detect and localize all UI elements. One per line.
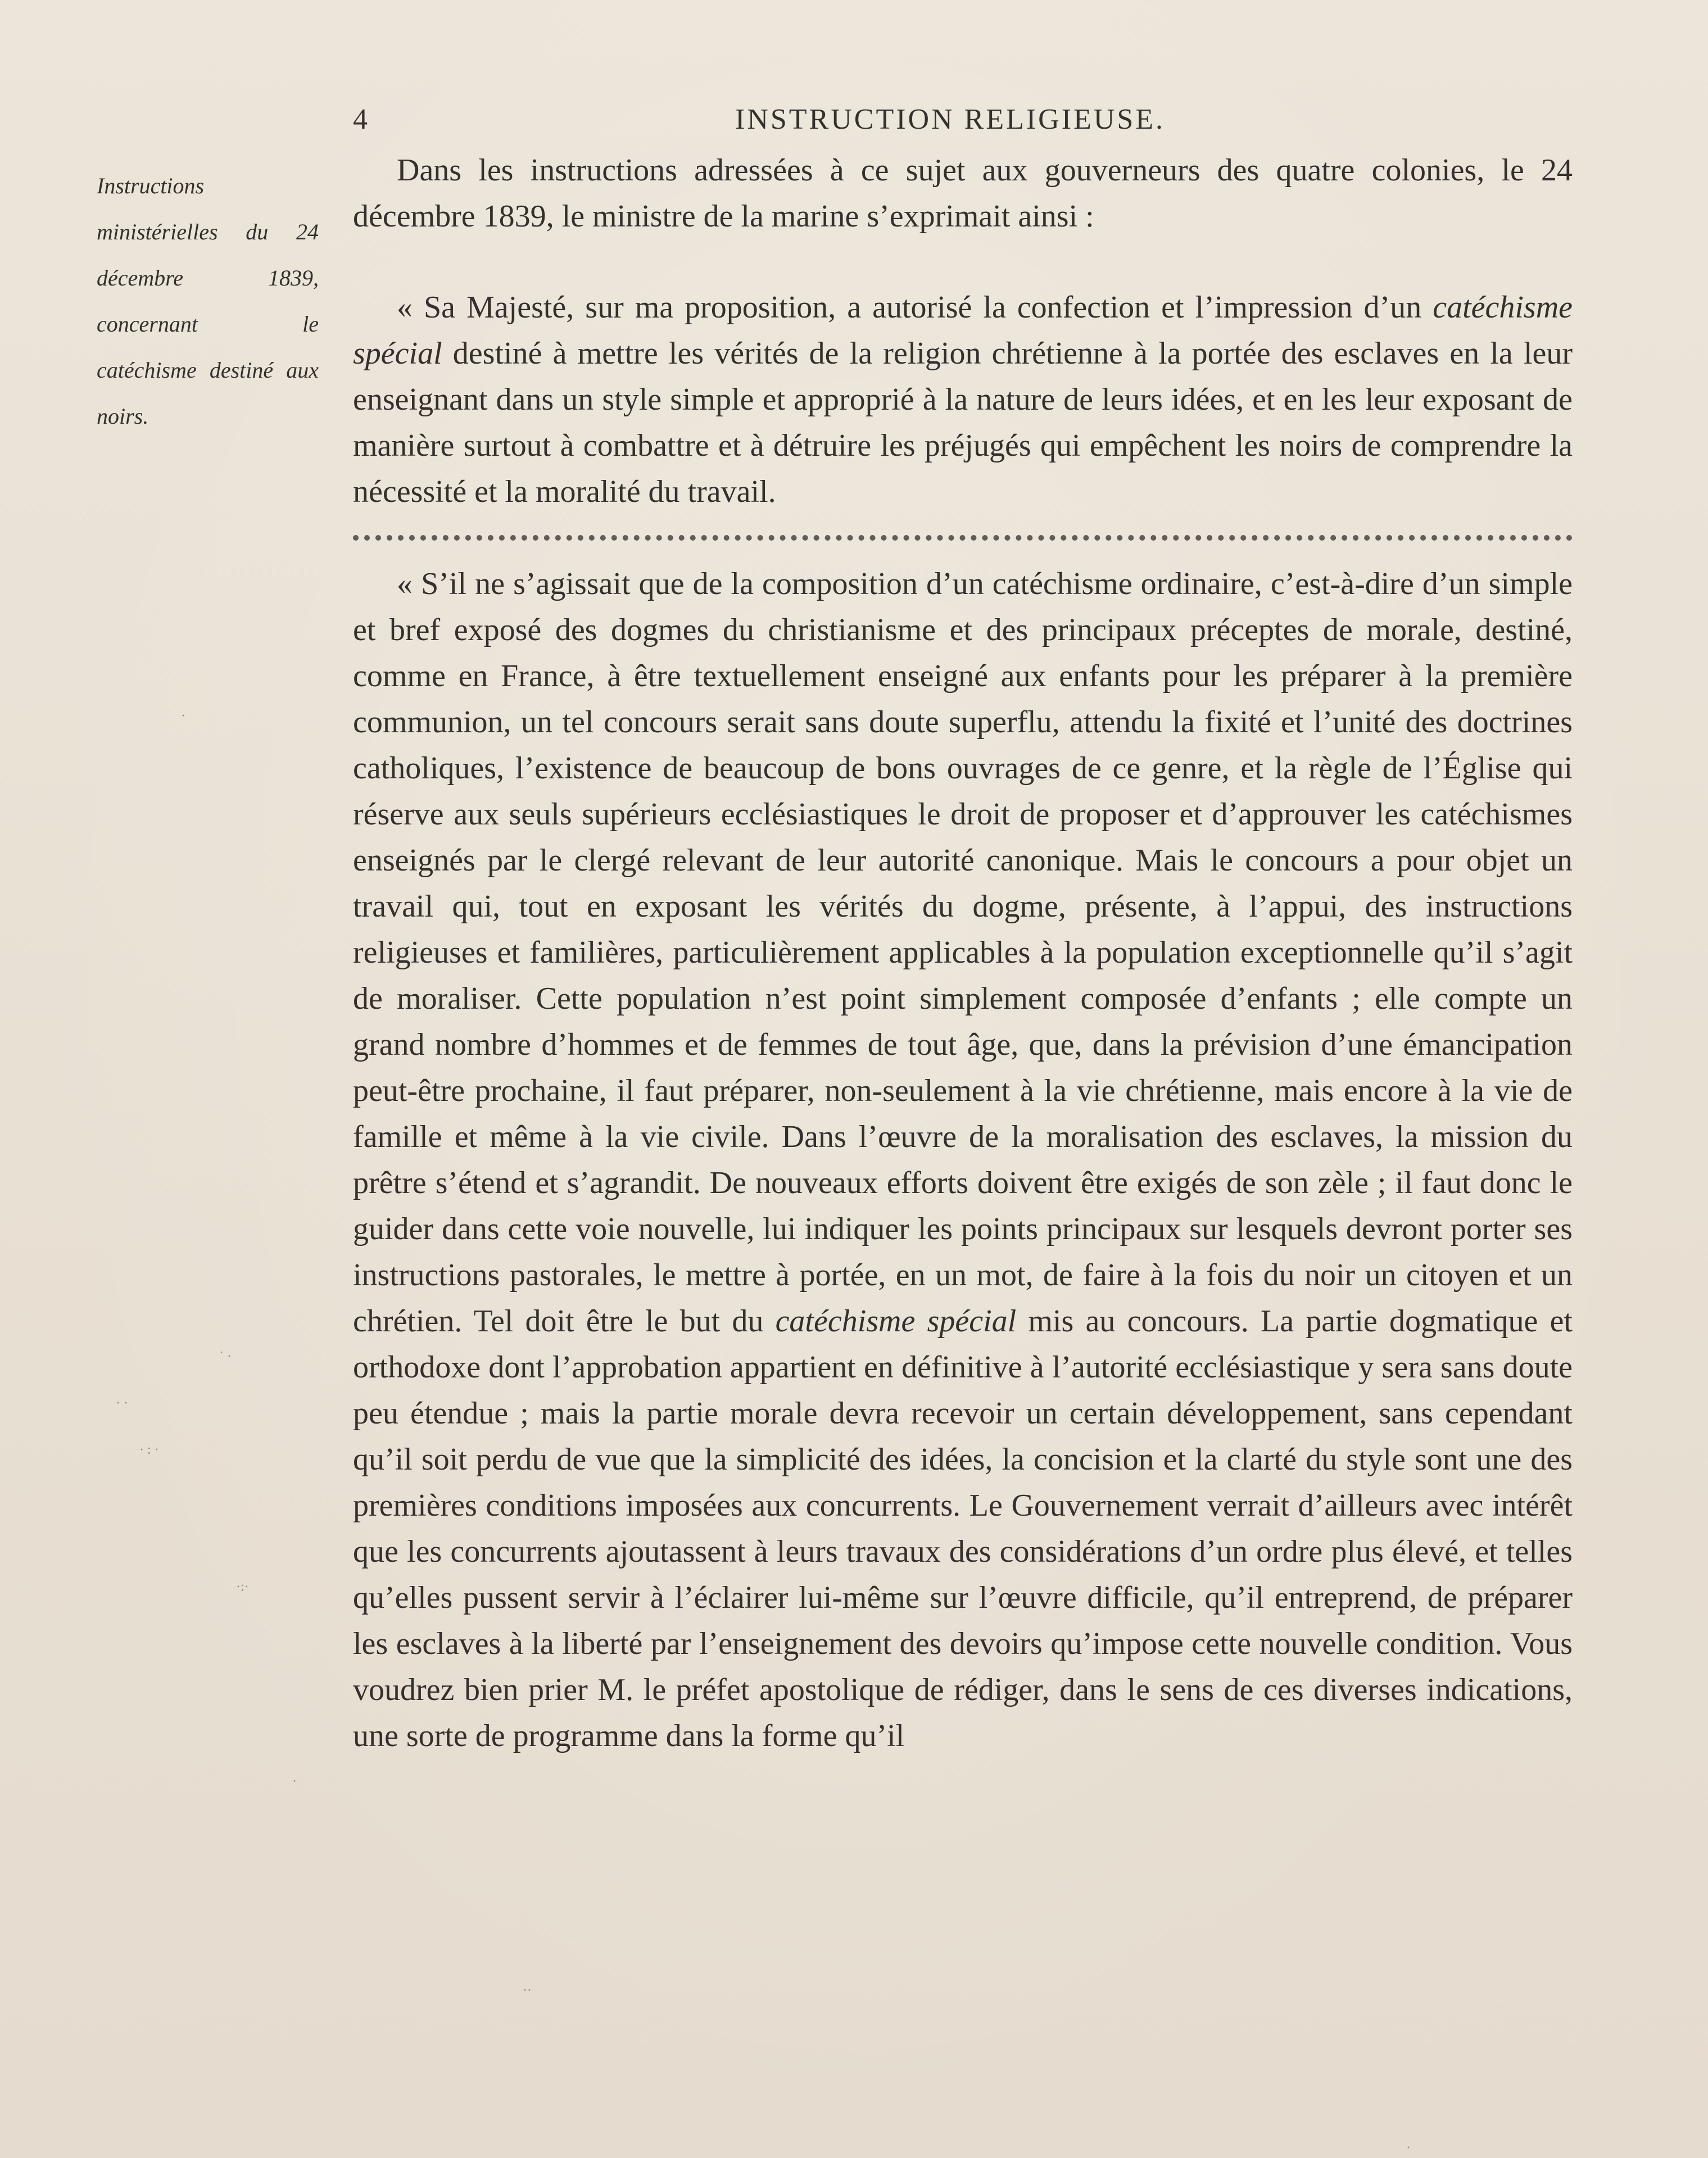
paragraph-quote-2-italic: catéchisme spécial	[775, 1304, 1017, 1339]
paragraph-intro: Dans les instructions adressées à ce sujet aux gouverneurs des quatre colonies, le 24 décembre 1839, le ministre de la marine s’exprimait ainsi :	[353, 153, 1573, 234]
speck: ·	[1406, 2141, 1411, 2155]
running-title: INSTRUCTION RELIGIEUSE.	[735, 103, 1166, 135]
paragraph-quote-1-open: « Sa Majesté, sur ma proposition, a autorisé la confection et l’impression d’un	[397, 290, 1433, 325]
ellipsis-leader	[353, 515, 1573, 561]
speck: · : ·	[139, 1443, 159, 1457]
speck: ·:·	[236, 1580, 249, 1594]
speck: ··	[523, 1983, 532, 1998]
paragraph-quote-1-italic: catéchisme spécial	[353, 290, 1573, 371]
paragraph-quote-1-rest: destiné à mettre les vérités de la religion chrétienne à la portée des esclaves en la leur enseignant dans un style simple et approprié à la nature de leurs idées, et en les leur exposant de manière surtout à combattre et à détruire les préjugés qui empêchent les noirs de comprendre la nécessité et la moralité du travail.	[353, 336, 1573, 509]
paragraph-quote-2	[353, 561, 1573, 1759]
page-number: 4	[353, 103, 368, 135]
paragraph-quote-1	[353, 284, 1573, 515]
body-text	[353, 147, 1573, 1759]
paragraph-quote-2-rest: mis au concours. La partie dogmatique et orthodoxe dont l’approbation appartient en définitive à l’autorité ecclésiastique y sera sans doute peu étendue ; mais la partie morale devra recevoir un certain développement, sans cependant qu’il soit perdu de vue que la simplicité des idées, la concision et la clarté du style sont une des premières conditions imposées aux concurrents. Le Gouvernement verrait d’ailleurs avec intérêt que les concurrents ajoutassent à leurs travaux des considérations d’un ordre plus élevé, et telles qu’elles pussent servir à l’éclairer lui-même sur l’œuvre difficile, qu’il entreprend, de préparer les esclaves à la liberté par l’enseignement des devoirs qu’impose cette nouvelle condition. Vous voudrez bien prier M. le préfet apostolique de rédiger, dans le sens de ces diverses indications, une sorte de programme dans la forme qu’il	[353, 1304, 1573, 1753]
speck: ˙ ·	[219, 1349, 232, 1364]
dotted-rule	[353, 535, 1573, 541]
page-header	[353, 100, 1573, 139]
speck: ·	[292, 1774, 297, 1789]
speck: · ·	[116, 1396, 128, 1411]
margin-note: Instructions ministérielles du 24 décembre 1839, concernant le catéchisme destiné aux noirs.	[97, 173, 319, 429]
speck: ·	[181, 709, 185, 723]
paragraph-quote-2-open: « S’il ne s’agissait que de la composition d’un catéchisme ordinaire, c’est-à-dire d’un simple et bref exposé des dogmes du christianisme et des principaux préceptes de morale, destiné, comme en France, à être textuellement enseigné aux enfants pour les préparer à la première communion, un tel concours serait sans doute superflu, attendu la fixité et l’unité des doctrines catholiques, l’existence de beaucoup de bons ouvrages de ce genre, et la règle de l’Église qui réserve aux seuls supérieurs ecclésiastiques le droit de proposer et d’approuver les catéchismes enseignés par le clergé relevant de leur autorité canonique. Mais le concours a pour objet un travail qui, tout en exposant les vérités du dogme, présente, à l’appui, des instructions religieuses et familières, particulièrement applicables à la population exceptionnelle qu’il s’agit de moraliser. Cette population n’est point simplement composée d’enfants ; elle compte un grand nombre d’hommes et de femmes de tout âge, que, dans la prévision d’une émancipation peut-être prochaine, il faut préparer, non-seulement à la vie chrétienne, mais encore à la vie de famille et même à la vie civile. Dans l’œuvre de la moralisation des esclaves, la mission du prêtre s’étend et s’agrandit. De nouveaux efforts doivent être exigés de son zèle ; il faut donc le guider dans cette voie nouvelle, lui indiquer les points principaux sur lesquels devront porter ses instructions pastorales, le mettre à portée, en un mot, de faire à la fois du noir un citoyen et un chrétien. Tel doit être le but du	[353, 566, 1573, 1339]
